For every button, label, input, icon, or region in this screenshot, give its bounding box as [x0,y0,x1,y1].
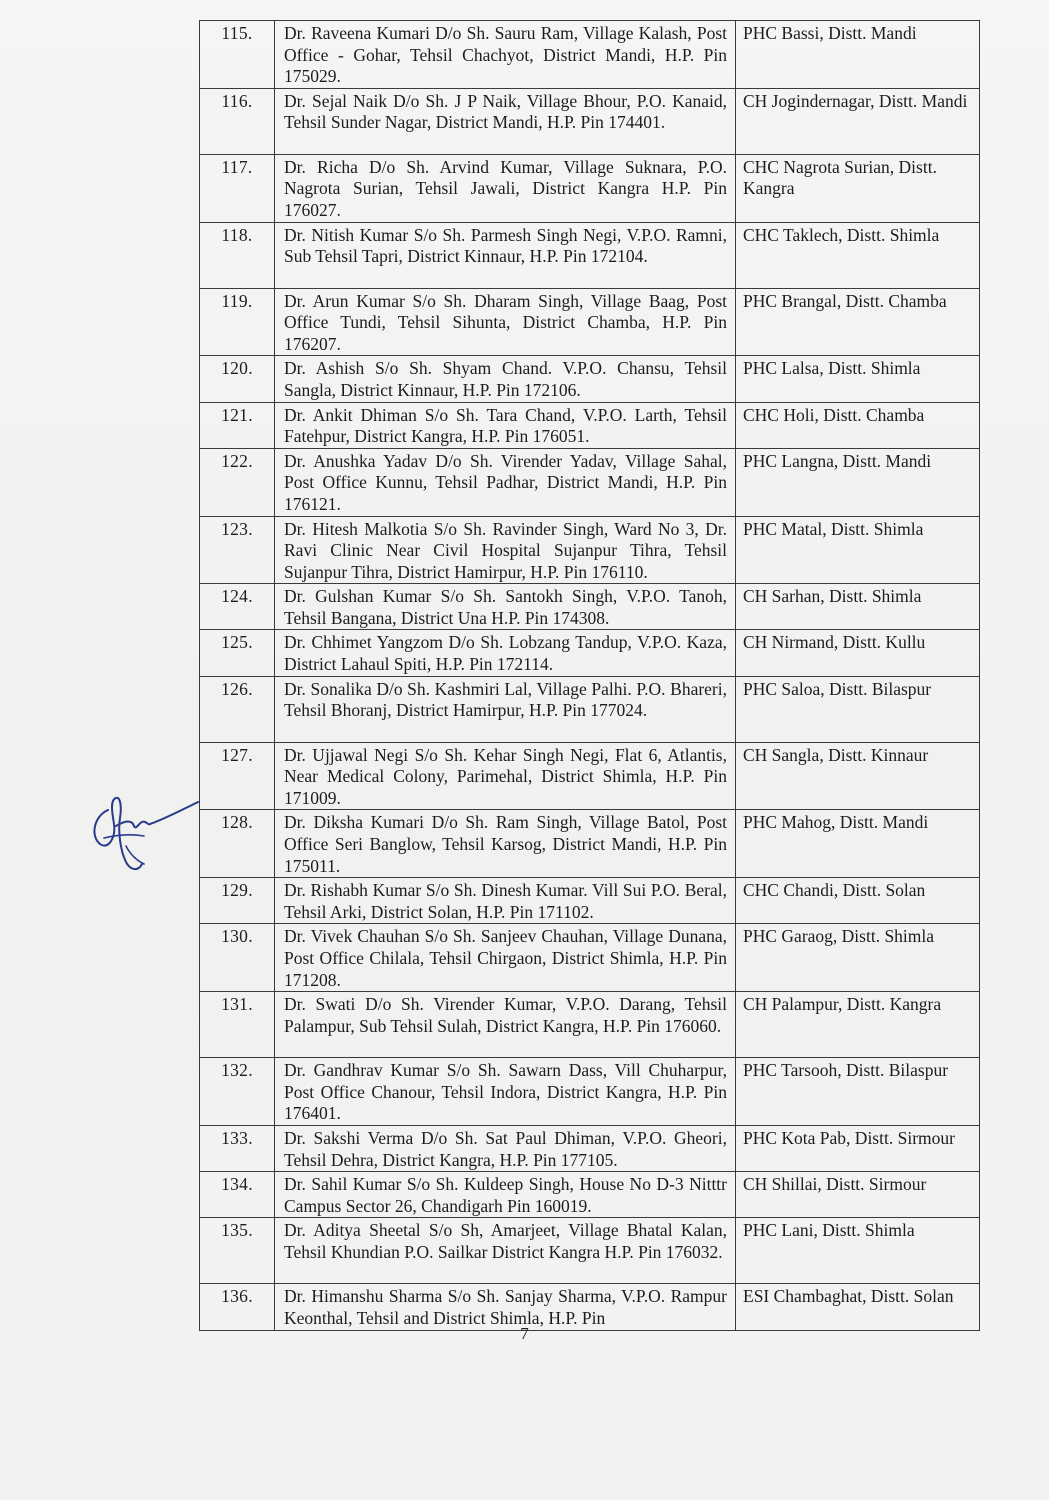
serial-number: 122. [200,448,275,516]
posting-table [199,20,980,1331]
table-row [200,878,980,924]
posting-place: PHC Mahog, Distt. Mandi [736,810,980,878]
posting-place: CH Nirmand, Distt. Kullu [736,630,980,676]
serial-number: 116. [200,88,275,154]
posting-place: CHC Chandi, Distt. Solan [736,878,980,924]
table-row [200,516,980,584]
posting-place: PHC Saloa, Distt. Bilaspur [736,676,980,742]
posting-place: PHC Langna, Distt. Mandi [736,448,980,516]
serial-number: 127. [200,742,275,810]
posting-place: CH Palampur, Distt. Kangra [736,992,980,1058]
doctor-details: Dr. Gandhrav Kumar S/o Sh. Sawarn Dass, Vill Chuharpur, Post Office Chanour, Tehsil Indora, District Kangra, H.P. Pin 176401. [275,1058,736,1126]
table-row [200,21,980,89]
table-row [200,1218,980,1284]
table-row [200,448,980,516]
posting-table-body [200,21,980,1331]
posting-place: PHC Kota Pab, Distt. Sirmour [736,1125,980,1171]
serial-number: 118. [200,222,275,288]
doctor-details: Dr. Anushka Yadav D/o Sh. Virender Yadav, Village Sahal, Post Office Kunnu, Tehsil Padhar, District Mandi, H.P. Pin 176121. [275,448,736,516]
serial-number: 132. [200,1058,275,1126]
table-row [200,676,980,742]
doctor-details: Dr. Sakshi Verma D/o Sh. Sat Paul Dhiman, V.P.O. Gheori, Tehsil Dehra, District Kangra, H.P. Pin 177105. [275,1125,736,1171]
serial-number: 135. [200,1218,275,1284]
serial-number: 119. [200,288,275,356]
posting-place: PHC Bassi, Distt. Mandi [736,21,980,89]
doctor-details: Dr. Sahil Kumar S/o Sh. Kuldeep Singh, House No D-3 Nitttr Campus Sector 26, Chandigarh Pin 160019. [275,1172,736,1218]
serial-number: 134. [200,1172,275,1218]
table-row [200,992,980,1058]
doctor-details: Dr. Arun Kumar S/o Sh. Dharam Singh, Village Baag, Post Office Tundi, Tehsil Sihunta, District Chamba, H.P. Pin 176207. [275,288,736,356]
table-row [200,222,980,288]
doctor-details: Dr. Hitesh Malkotia S/o Sh. Ravinder Singh, Ward No 3, Dr. Ravi Clinic Near Civil Hospital Sujanpur Tihra, Tehsil Sujanpur Tihra, District Hamirpur, H.P. Pin 176110. [275,516,736,584]
posting-place: CH Sarhan, Distt. Shimla [736,584,980,630]
serial-number: 126. [200,676,275,742]
doctor-details: Dr. Sejal Naik D/o Sh. J P Naik, Village Bhour, P.O. Kanaid, Tehsil Sunder Nagar, District Mandi, H.P. Pin 174401. [275,88,736,154]
table-row [200,924,980,992]
table-row [200,356,980,402]
table-row [200,584,980,630]
serial-number: 125. [200,630,275,676]
posting-place: CH Shillai, Distt. Sirmour [736,1172,980,1218]
posting-place: PHC Tarsooh, Distt. Bilaspur [736,1058,980,1126]
table-row [200,630,980,676]
serial-number: 128. [200,810,275,878]
serial-number: 115. [200,21,275,89]
doctor-details: Dr. Rishabh Kumar S/o Sh. Dinesh Kumar. Vill Sui P.O. Beral, Tehsil Arki, District Solan, H.P. Pin 171102. [275,878,736,924]
serial-number: 133. [200,1125,275,1171]
posting-place: CH Jogindernagar, Distt. Mandi [736,88,980,154]
table-row [200,88,980,154]
doctor-details: Dr. Ankit Dhiman S/o Sh. Tara Chand, V.P.O. Larth, Tehsil Fatehpur, District Kangra, H.P. Pin 176051. [275,402,736,448]
serial-number: 123. [200,516,275,584]
doctor-details: Dr. Himanshu Sharma S/o Sh. Sanjay Sharma, V.P.O. Rampur Keonthal, Tehsil and District Shimla, H.P. Pin [275,1284,736,1330]
posting-place: PHC Brangal, Distt. Chamba [736,288,980,356]
posting-place: PHC Garaog, Distt. Shimla [736,924,980,992]
posting-place: CHC Nagrota Surian, Distt. Kangra [736,154,980,222]
table-row [200,742,980,810]
doctor-details: Dr. Sonalika D/o Sh. Kashmiri Lal, Village Palhi. P.O. Bhareri, Tehsil Bhoranj, District Hamirpur, H.P. Pin 177024. [275,676,736,742]
serial-number: 136. [200,1284,275,1330]
handwritten-signature [86,790,204,880]
serial-number: 129. [200,878,275,924]
serial-number: 120. [200,356,275,402]
posting-place: ESI Chambaghat, Distt. Solan [736,1284,980,1330]
doctor-details: Dr. Ujjawal Negi S/o Sh. Kehar Singh Negi, Flat 6, Atlantis, Near Medical Colony, Parimehal, District Shimla, H.P. Pin 171009. [275,742,736,810]
serial-number: 130. [200,924,275,992]
serial-number: 124. [200,584,275,630]
table-row [200,288,980,356]
posting-place: PHC Lani, Distt. Shimla [736,1218,980,1284]
doctor-details: Dr. Raveena Kumari D/o Sh. Sauru Ram, Village Kalash, Post Office - Gohar, Tehsil Chachyot, District Mandi, H.P. Pin 175029. [275,21,736,89]
serial-number: 117. [200,154,275,222]
doctor-details: Dr. Richa D/o Sh. Arvind Kumar, Village Suknara, P.O. Nagrota Surian, Tehsil Jawali, District Kangra H.P. Pin 176027. [275,154,736,222]
posting-place: PHC Matal, Distt. Shimla [736,516,980,584]
posting-place: CHC Holi, Distt. Chamba [736,402,980,448]
doctor-details: Dr. Diksha Kumari D/o Sh. Ram Singh, Village Batol, Post Office Seri Banglow, Tehsil Karsog, District Mandi, H.P. Pin 175011. [275,810,736,878]
posting-place: CH Sangla, Distt. Kinnaur [736,742,980,810]
posting-place: PHC Lalsa, Distt. Shimla [736,356,980,402]
doctor-details: Dr. Ashish S/o Sh. Shyam Chand. V.P.O. Chansu, Tehsil Sangla, District Kinnaur, H.P. Pin 172106. [275,356,736,402]
table-row [200,1125,980,1171]
doctor-details: Dr. Nitish Kumar S/o Sh. Parmesh Singh Negi, V.P.O. Ramni, Sub Tehsil Tapri, District Kinnaur, H.P. Pin 172104. [275,222,736,288]
table-row [200,154,980,222]
table-row [200,1172,980,1218]
table-row [200,402,980,448]
table-row [200,810,980,878]
doctor-details: Dr. Gulshan Kumar S/o Sh. Santokh Singh, V.P.O. Tanoh, Tehsil Bangana, District Una H.P. Pin 174308. [275,584,736,630]
posting-place: CHC Taklech, Distt. Shimla [736,222,980,288]
doctor-details: Dr. Chhimet Yangzom D/o Sh. Lobzang Tandup, V.P.O. Kaza, District Lahaul Spiti, H.P. Pin 172114. [275,630,736,676]
doctor-details: Dr. Aditya Sheetal S/o Sh, Amarjeet, Village Bhatal Kalan, Tehsil Khundian P.O. Sailkar District Kangra H.P. Pin 176032. [275,1218,736,1284]
doctor-details: Dr. Vivek Chauhan S/o Sh. Sanjeev Chauhan, Village Dunana, Post Office Chilala, Tehsil Chirgaon, District Shimla, H.P. Pin 171208. [275,924,736,992]
page-number: 7 [520,1324,529,1343]
table-row [200,1058,980,1126]
doctor-details: Dr. Swati D/o Sh. Virender Kumar, V.P.O. Darang, Tehsil Palampur, Sub Tehsil Sulah, District Kangra, H.P. Pin 176060. [275,992,736,1058]
serial-number: 131. [200,992,275,1058]
serial-number: 121. [200,402,275,448]
